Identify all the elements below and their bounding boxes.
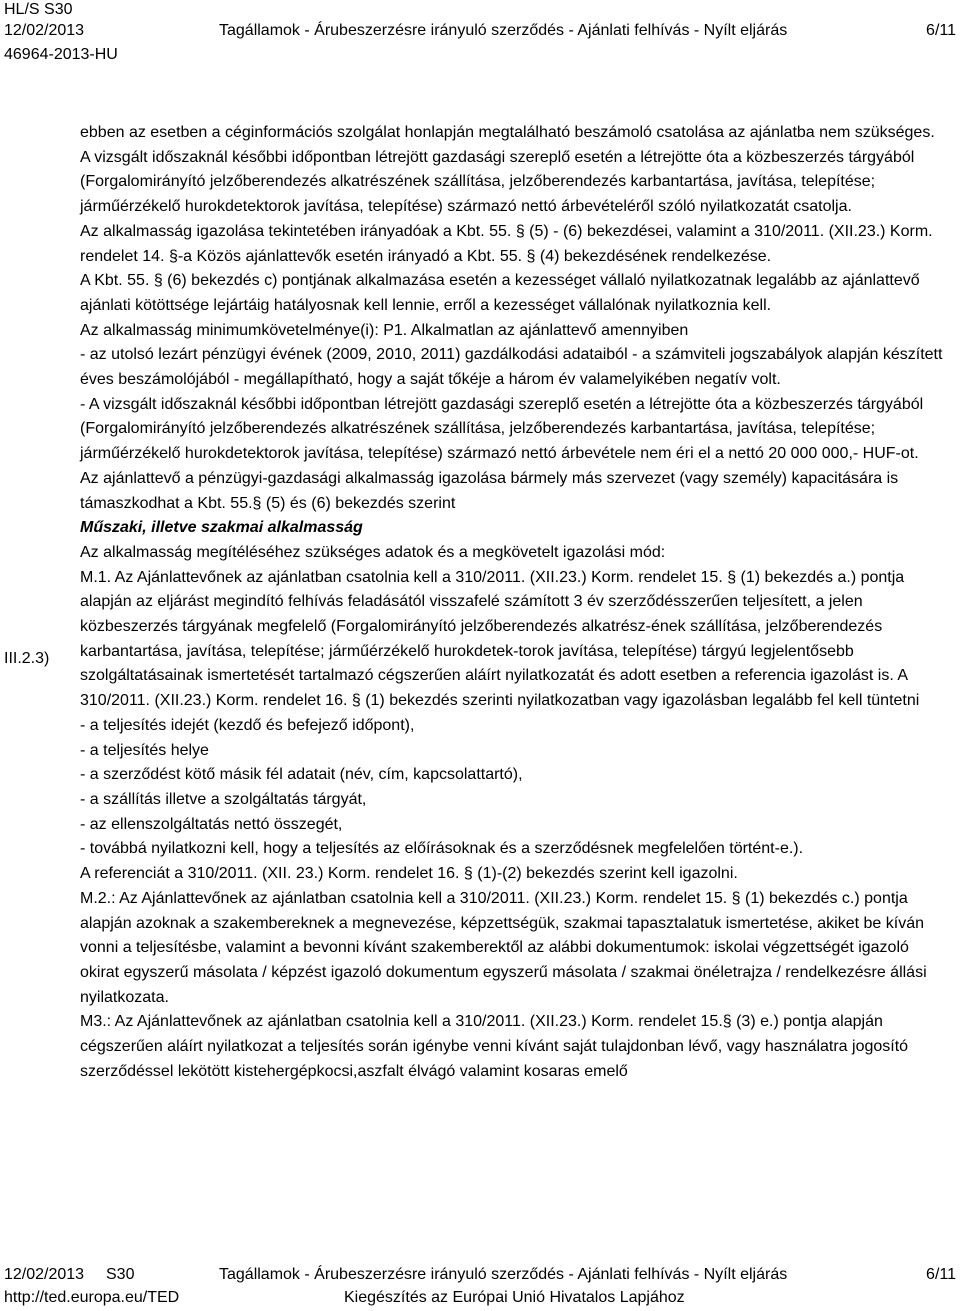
- footer-row-2: [4, 1288, 956, 1308]
- paragraph: Az alkalmasság minimumkövetelménye(i): P1. Alkalmatlan az ajánlattevő amennyiben: [80, 321, 689, 339]
- header-title: Tagállamok - Árubeszerzésre irányuló szerződés - Ajánlati felhívás - Nyílt eljárás: [219, 22, 788, 39]
- paragraph: ebben az esetben a céginformációs szolgálat honlapján megtalálható beszámoló csatolása az ajánlatba nem szükséges.: [80, 124, 935, 141]
- paragraph: A vizsgált időszaknál későbbi időpontban létrejött gazdasági szereplő esetén a létrejötte óta a közbeszerzés tárgyából (Forgalomirányító jelzőberendezés alkatrészének szállítása, jelzőberendezés karbantartása, javítása, telepítése; járműérzékelő hurokdetektorok javítása, telepítése) származó nettó árbevételéről szóló nyilatkozatát csatolja.: [80, 148, 915, 216]
- paragraph: Az alkalmasság igazolása tekintetében irányadóak a Kbt. 55. § (5) - (6) bekezdései, valamint a 310/2011. (XII.23.) Korm. rendelet 14. §-a Közös ajánlattevők esetén irányadó a Kbt. 55. § (4) bekezdésének rendelkezése.: [80, 222, 933, 265]
- header-date: 12/02/2013: [4, 22, 85, 39]
- header-doc-id: 46964-2013-HU: [4, 46, 118, 63]
- paragraph: M.2.: Az Ajánlattevőnek az ajánlatban csatolnia kell a 310/2011. (XII.23.) Korm. rendelet 15. § (1) bekezdés c.) pontja alapján azoknak a szakembereknek a megnevezése, képzettségük, szakmai tapasztalatuk ismertetése, akiket be kíván vonni a teljesítésbe, valamint a bevonni kívánt szakemberektől az alábbi dokumentumok: iskolai végzettségét igazoló okirat egyszerű másolata / képzést igazoló dokumentum egyszerű másolata / szakmai önéletrajza / rendelkezésre állási nyilatkozata.: [80, 889, 927, 1006]
- list-item: - a szállítás illetve a szolgáltatás tárgyát,: [80, 790, 367, 808]
- footer-title: Tagállamok - Árubeszerzésre irányuló szerződés - Ajánlati felhívás - Nyílt eljárás: [219, 1266, 788, 1283]
- list-item: - a teljesítés idejét (kezdő és befejező időpont),: [80, 716, 415, 734]
- list-item: - az ellenszolgáltatás nettó összegét,: [80, 815, 343, 833]
- list-item: - a szerződést kötő másik fél adatait (név, cím, kapcsolattartó),: [80, 766, 523, 784]
- section-heading: Műszaki, illetve szakmai alkalmasság: [80, 519, 363, 537]
- section-number: III.2.3): [4, 650, 50, 667]
- paragraph: A referenciát a 310/2011. (XII. 23.) Korm. rendelet 16. § (1)-(2) bekezdés szerint kell igazolni.: [80, 865, 738, 883]
- header-page-number: 6/11: [926, 22, 956, 39]
- paragraph: Az ajánlattevő a pénzügyi-gazdasági alkalmasság igazolása bármely más szervezet (vagy személy) kapacitására is támaszkodhat a Kbt. 55.§ (5) és (6) bekezdés szerint: [80, 469, 899, 512]
- footer-row: [4, 1265, 956, 1285]
- list-item: - a teljesítés helye: [80, 741, 209, 759]
- paragraph: Az alkalmasság megítéléséhez szükséges adatok és a megkövetelt igazolási mód:: [80, 543, 666, 561]
- header-doc-type: HL/S S30: [4, 1, 73, 18]
- footer-url[interactable]: http://ted.europa.eu/TED: [4, 1289, 180, 1306]
- paragraph: M.1. Az Ajánlattevőnek az ajánlatban csatolnia kell a 310/2011. (XII.23.) Korm. rendelet 15. § (1) bekezdés a.) pontja alapján az eljárást megindító felhívás feladásától visszafelé számított 3 év szerződésszerűen teljesített, a jelen közbeszerzés tárgyának megfelelő (Forgalomirányító jelzőberendezés alkatrész-ének szállítása, jelzőberendezés karbantartása, javítása, telepítése; járműérzékelő hurokdetek-torok javítása, telepítése) tárgyú legjelentősebb szolgáltatásainak ismertetését tartalmazó cégszerűen aláírt nyilatkozatát és adott esetben a referencia igazolást is. A 310/2011. (XII.23.) Korm. rendelet 16. § (1) bekezdés szerinti nyilatkozatban vagy igazolásban legalább fel kell tüntetni: [80, 568, 920, 710]
- footer-section: S30: [106, 1266, 135, 1283]
- footer-page-number: 6/11: [926, 1266, 956, 1283]
- footer-subtitle: Kiegészítés az Európai Unió Hivatalos Lapjához: [344, 1289, 685, 1306]
- paragraph: - A vizsgált időszaknál későbbi időpontban létrejött gazdasági szereplő esetén a létrejötte óta a közbeszerzés tárgyából (Forgalomirányító jelzőberendezés alkatrészének szállítása, jelzőberendezés karbantartása, javítása, telepítése; járműérzékelő hurokdetektorok javítása, telepítése) származó nettó árbevétele nem éri el a nettó 20 000 000,- HUF-ot.: [80, 395, 924, 463]
- document-body: [80, 121, 952, 1084]
- header-row: [4, 21, 956, 41]
- paragraph: M3.: Az Ajánlattevőnek az ajánlatban csatolnia kell a 310/2011. (XII.23.) Korm. rendelet 15.§ (3) e.) pontja alapján cégszerűen aláírt nyilatkozat a teljesítés során igénybe venni kívánt saját tulajdonban lévő, vagy használatra jogosító szerződéssel lekötött kistehergépkocsi,aszfalt élvágó valamint kosaras emelő: [80, 1013, 909, 1080]
- paragraph: - az utolsó lezárt pénzügyi évének (2009, 2010, 2011) gazdálkodási adataiból - a számviteli jogszabályok alapján készített éves beszámolójából - megállapítható, hogy a saját tőkéje a három év valamelyikében negatív volt.: [80, 346, 943, 389]
- paragraph: A Kbt. 55. § (6) bekezdés c) pontjának alkalmazása esetén a kezességet vállaló nyilatkozatnak legalább az ajánlattevő ajánlati kötöttsége lejártáig hatályosnak kell lennie, erről a kezességet vállalónak nyilatkoznia kell.: [80, 272, 920, 314]
- list-item: - továbbá nyilatkozni kell, hogy a teljesítés az előírásoknak és a szerződésnek megfelelően történt-e.).: [80, 840, 804, 858]
- footer-date: 12/02/2013: [4, 1266, 85, 1283]
